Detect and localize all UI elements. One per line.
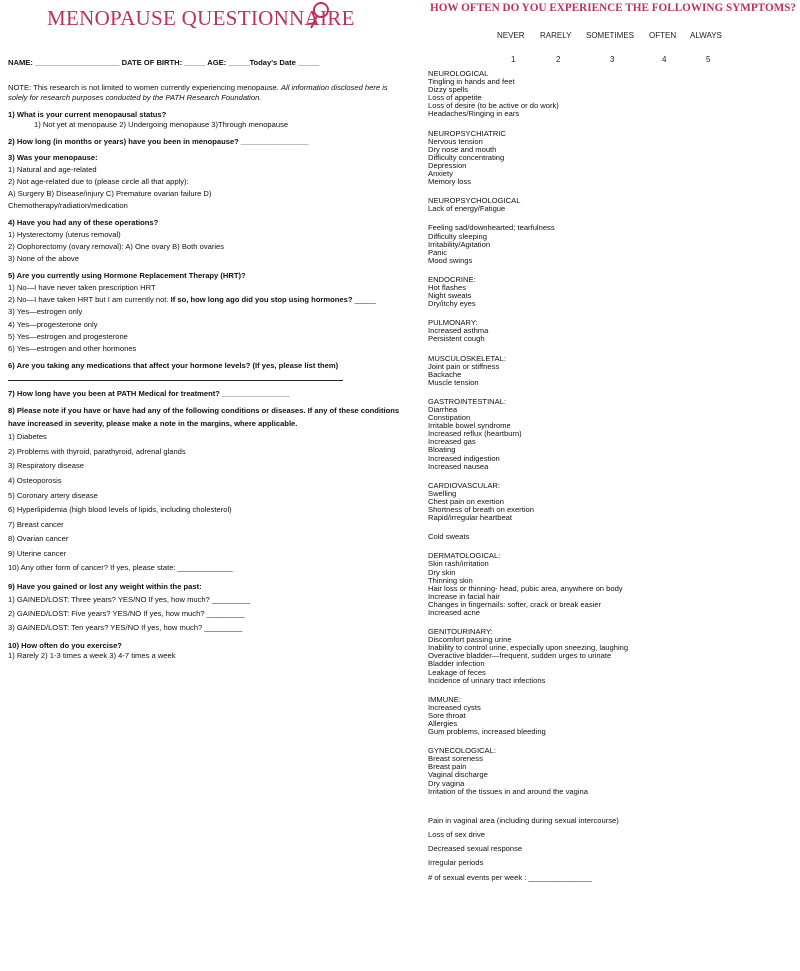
- section-heading: PULMONARY:: [428, 318, 478, 328]
- condition-item[interactable]: 7) Breast cancer: [8, 519, 64, 529]
- symptom-item[interactable]: Nervous tension: [428, 136, 483, 146]
- condition-item[interactable]: 1) Diabetes: [8, 432, 47, 442]
- symptom-item[interactable]: Increased indigestion: [428, 453, 500, 463]
- symptom-item[interactable]: # of sexual events per week : _______________: [428, 872, 592, 882]
- symptom-item[interactable]: Vaginal discharge: [428, 770, 488, 780]
- symptom-item[interactable]: Sore throat: [428, 710, 466, 720]
- condition-item[interactable]: 5) Coronary artery disease: [8, 490, 98, 500]
- section-heading: DERMATOLOGICAL:: [428, 551, 501, 561]
- venus-symbol-icon: [305, 0, 333, 34]
- symptom-item[interactable]: Increased asthma: [428, 326, 489, 336]
- symptom-item[interactable]: Hot flashes: [428, 282, 466, 292]
- note-italic-text: All information disclosed here is solely for research purposes conducted by the PATH Research Foundation.: [8, 82, 388, 102]
- symptom-item[interactable]: Memory loss: [428, 177, 472, 187]
- symptom-item[interactable]: Dry skin: [428, 567, 456, 577]
- freq-label-rarely: RARELY: [540, 31, 572, 40]
- symptom-item[interactable]: Muscle tension: [428, 377, 479, 387]
- condition-item[interactable]: 6) Hyperlipidemia (high blood levels of lipids, including cholesterol): [8, 505, 232, 515]
- weight-change-item[interactable]: 2) GAINED/LOST: Five years? YES/NO If yes, how much? _________: [8, 608, 245, 618]
- symptom-item[interactable]: Irritability/Agitation: [428, 239, 491, 249]
- condition-item[interactable]: 9) Uterine cancer: [8, 548, 67, 558]
- question-3-option[interactable]: A) Surgery B) Disease/injury C) Premature ovarian failure D): [8, 188, 212, 198]
- symptom-item[interactable]: Tingling in hands and feet: [428, 77, 515, 87]
- symptom-item[interactable]: Thinning skin: [428, 575, 473, 585]
- freq-number-5: 5: [706, 55, 711, 64]
- symptom-item[interactable]: Difficulty sleeping: [428, 231, 487, 241]
- section-heading: MUSCULOSKELETAL:: [428, 353, 506, 363]
- symptom-item[interactable]: Joint pain or stiffness: [428, 361, 500, 371]
- symptom-item[interactable]: Increased nausea: [428, 461, 489, 471]
- question-5-option[interactable]: 3) Yes—estrogen only: [8, 307, 83, 317]
- question-2[interactable]: 2) How long (in months or years) have you been in menopause? ________________: [8, 136, 309, 146]
- question-8: 8) Please note if you have or have had any of the following conditions or diseases. If any of these conditions have increased in severity, please make a note in the margins, where applicable.: [8, 406, 400, 428]
- question-10-options[interactable]: 1) Rarely 2) 1-3 times a week 3) 4-7 times a week: [8, 651, 176, 661]
- symptom-item[interactable]: Skin rash/irritation: [428, 559, 489, 569]
- symptom-section-musculoskeletal: [428, 355, 798, 387]
- question-5-option[interactable]: 1) No—I have never taken prescription HRT: [8, 282, 156, 292]
- symptom-item[interactable]: Backache: [428, 369, 462, 379]
- question-4-option[interactable]: 3) None of the above: [8, 254, 79, 264]
- question-5-option[interactable]: [8, 294, 403, 306]
- condition-item[interactable]: 8) Ovarian cancer: [8, 534, 69, 544]
- symptom-section-sexual: [428, 814, 798, 885]
- question-6-answer-line[interactable]: [8, 372, 343, 381]
- symptom-item[interactable]: Increased cysts: [428, 702, 481, 712]
- symptom-item[interactable]: Rapid/irregular heartbeat: [428, 513, 513, 523]
- freq-number-4: 4: [662, 55, 667, 64]
- symptom-item[interactable]: Bloating: [428, 445, 456, 455]
- symptom-item[interactable]: Lack of energy/Fatigue: [428, 204, 506, 214]
- question-9: 9) Have you gained or lost any weight within the past:: [8, 582, 202, 592]
- section-heading: GYNECOLOGICAL:: [428, 746, 496, 756]
- section-heading: GENITOURINARY:: [428, 627, 493, 637]
- question-3-option[interactable]: 2) Not age-related due to (please circle all that apply):: [8, 176, 189, 186]
- symptom-item[interactable]: Increased acne: [428, 607, 480, 617]
- section-heading: NEUROPSYCHIATRIC: [428, 128, 506, 138]
- personal-info-fields[interactable]: NAME: ____________________ DATE OF BIRTH: _____ AGE: _____Today's Date _____: [8, 58, 320, 67]
- section-heading: ENDOCRINE:: [428, 274, 476, 284]
- question-10: 10) How often do you exercise?: [8, 640, 122, 650]
- symptom-section-immune: [428, 696, 798, 736]
- section-heading: IMMUNE:: [428, 694, 461, 704]
- symptom-item[interactable]: Gum problems, increased bleeding: [428, 727, 546, 737]
- symptom-item[interactable]: Increased reflux (heartburn): [428, 429, 522, 439]
- symptom-section-neurological: [428, 70, 798, 119]
- symptom-item[interactable]: Irritation of the tissues in and around the vagina: [428, 786, 588, 796]
- symptom-item[interactable]: Inability to control urine, especially upon sneezing, laughing: [428, 643, 629, 653]
- question-5-option[interactable]: 6) Yes—estrogen and other hormones: [8, 343, 137, 353]
- freq-label-often: OFTEN: [649, 31, 677, 40]
- symptom-item[interactable]: Anxiety: [428, 169, 453, 179]
- question-1: 1) What is your current menopausal status?: [8, 109, 167, 119]
- question-4-option[interactable]: 2) Oophorectomy (ovary removal): A) One ovary B) Both ovaries: [8, 242, 225, 252]
- symptom-section-neuropsychiatric: [428, 130, 798, 187]
- freq-number-1: 1: [511, 55, 516, 64]
- symptom-item[interactable]: Difficulty concentrating: [428, 152, 505, 162]
- symptoms-right-column: [428, 70, 798, 885]
- symptom-item[interactable]: Persistent cough: [428, 334, 485, 344]
- condition-item[interactable]: 3) Respiratory disease: [8, 461, 84, 471]
- symptom-item[interactable]: Increased gas: [428, 437, 476, 447]
- symptom-section-gastrointestinal: [428, 398, 798, 471]
- weight-change-item[interactable]: 3) GAINED/LOST: Ten years? YES/NO If yes, how much? _________: [8, 622, 243, 632]
- freq-number-3: 3: [610, 55, 615, 64]
- symptoms-title: HOW OFTEN DO YOU EXPERIENCE THE FOLLOWING SYMPTOMS?: [430, 2, 797, 14]
- questionnaire-left-column: [8, 58, 403, 662]
- condition-item[interactable]: 10) Any other form of cancer? If yes, please state: _____________: [8, 563, 233, 573]
- symptom-item[interactable]: Allergies: [428, 719, 458, 728]
- symptom-section-mood: [428, 224, 798, 264]
- symptom-item[interactable]: Bladder infection: [428, 659, 485, 669]
- condition-item[interactable]: 4) Osteoporosis: [8, 475, 62, 485]
- question-5-blank[interactable]: _____: [352, 295, 376, 305]
- symptom-item[interactable]: Breast pain: [428, 762, 467, 772]
- symptom-item[interactable]: Pain in vaginal area (including during sexual intercourse): [428, 815, 619, 825]
- symptom-item[interactable]: Overactive bladder—frequent, sudden urges to urinate: [428, 651, 612, 661]
- symptom-item[interactable]: Cold sweats: [428, 532, 470, 542]
- question-1-options[interactable]: 1) Not yet at menopause 2) Undergoing menopause 3)Through menopause: [34, 120, 289, 129]
- symptom-item[interactable]: Constipation: [428, 413, 471, 423]
- symptom-item[interactable]: Decreased sexual response: [428, 844, 523, 854]
- symptom-item[interactable]: Panic: [428, 247, 447, 257]
- symptom-item[interactable]: Swelling: [428, 488, 457, 498]
- symptom-item[interactable]: Dry/itchy eyes: [428, 299, 476, 309]
- question-7[interactable]: 7) How long have you been at PATH Medical for treatment? ________________: [8, 388, 290, 398]
- symptom-section-dermatological: [428, 552, 798, 617]
- section-heading: NEUROPSYCHOLOGICAL: [428, 196, 521, 206]
- symptom-item[interactable]: Dizzy spells: [428, 85, 469, 95]
- symptom-item[interactable]: Diarrhea: [428, 405, 458, 414]
- page-title: MENOPAUSE QUESTIONNAIRE: [47, 6, 355, 30]
- symptom-item[interactable]: Loss of desire (to be active or do work): [428, 101, 559, 111]
- freq-label-never: NEVER: [497, 31, 525, 40]
- question-3-option[interactable]: 1) Natural and age-related: [8, 164, 97, 174]
- question-6: 6) Are you taking any medications that affect your hormone levels? (If yes, please list them): [8, 361, 339, 371]
- symptom-item[interactable]: Discomfort passing urine: [428, 635, 512, 645]
- symptom-item[interactable]: Leakage of feces: [428, 667, 486, 677]
- symptom-section-endocrine: [428, 276, 798, 308]
- symptom-section-gynecological: [428, 747, 798, 796]
- section-heading: GASTROINTESTINAL:: [428, 396, 507, 406]
- question-5-option-text: 2) No—I have taken HRT but I am currently not.: [8, 295, 171, 305]
- symptom-section-cardiovascular: [428, 482, 798, 522]
- freq-label-always: ALWAYS: [690, 31, 722, 40]
- symptom-item[interactable]: Irritable bowel syndrome: [428, 421, 511, 431]
- freq-number-2: 2: [556, 55, 561, 64]
- symptom-item[interactable]: Incidence of urinary tract infections: [428, 675, 546, 685]
- symptom-item[interactable]: Loss of appetite: [428, 93, 482, 103]
- symptom-item[interactable]: Increase in facial hair: [428, 591, 500, 601]
- symptom-item[interactable]: Dry nose and mouth: [428, 144, 497, 154]
- weight-change-item[interactable]: 1) GAINED/LOST: Three years? YES/NO If yes, how much? _________: [8, 594, 250, 604]
- symptom-item[interactable]: Mood swings: [428, 255, 473, 265]
- question-4-option[interactable]: 1) Hysterectomy (uterus removal): [8, 229, 121, 239]
- symptom-item[interactable]: Depression: [428, 160, 467, 170]
- question-3: 3) Was your menopause:: [8, 153, 98, 162]
- symptom-item[interactable]: Breast soreness: [428, 754, 483, 764]
- symptom-section-pulmonary: [428, 319, 798, 343]
- note-text: NOTE: This research is not limited to women currently experiencing menopause.: [8, 82, 281, 92]
- question-4: 4) Have you had any of these operations?: [8, 218, 159, 228]
- symptom-item[interactable]: Dry vagina: [428, 778, 465, 788]
- symptom-section-neuropsychological: [428, 197, 798, 213]
- symptom-item[interactable]: Feeling sad/downhearted; tearfulness: [428, 223, 555, 233]
- freq-label-sometimes: SOMETIMES: [586, 31, 635, 40]
- symptom-item[interactable]: Changes in fingernails: softer, crack or break easier: [428, 599, 602, 609]
- question-3-option[interactable]: Chemotherapy/radiation/medication: [8, 201, 128, 211]
- symptom-item[interactable]: Headaches/Ringing in ears: [428, 109, 520, 119]
- symptom-item[interactable]: Chest pain on exertion: [428, 496, 504, 506]
- section-heading: CARDIOVASCULAR:: [428, 480, 501, 490]
- symptom-item[interactable]: Night sweats: [428, 291, 472, 301]
- research-note: [8, 83, 403, 104]
- question-5-option[interactable]: 5) Yes—estrogen and progesterone: [8, 331, 128, 341]
- question-5: 5) Are you currently using Hormone Replacement Therapy (HRT)?: [8, 271, 246, 281]
- symptom-item[interactable]: Hair loss or thinning- head, pubic area, anywhere on body: [428, 583, 623, 593]
- symptom-item[interactable]: Loss of sex drive: [428, 829, 485, 839]
- question-5-followup: If so, how long ago did you stop using hormones?: [170, 295, 353, 305]
- symptom-section-genitourinary: [428, 628, 798, 685]
- condition-item[interactable]: 2) Problems with thyroid, parathyroid, adrenal glands: [8, 446, 186, 456]
- symptom-item[interactable]: Shortness of breath on exertion: [428, 505, 534, 515]
- question-5-option[interactable]: 4) Yes—progesterone only: [8, 319, 98, 329]
- symptom-item[interactable]: Irregular periods: [428, 858, 484, 868]
- section-heading: NEUROLOGICAL: [428, 69, 489, 78]
